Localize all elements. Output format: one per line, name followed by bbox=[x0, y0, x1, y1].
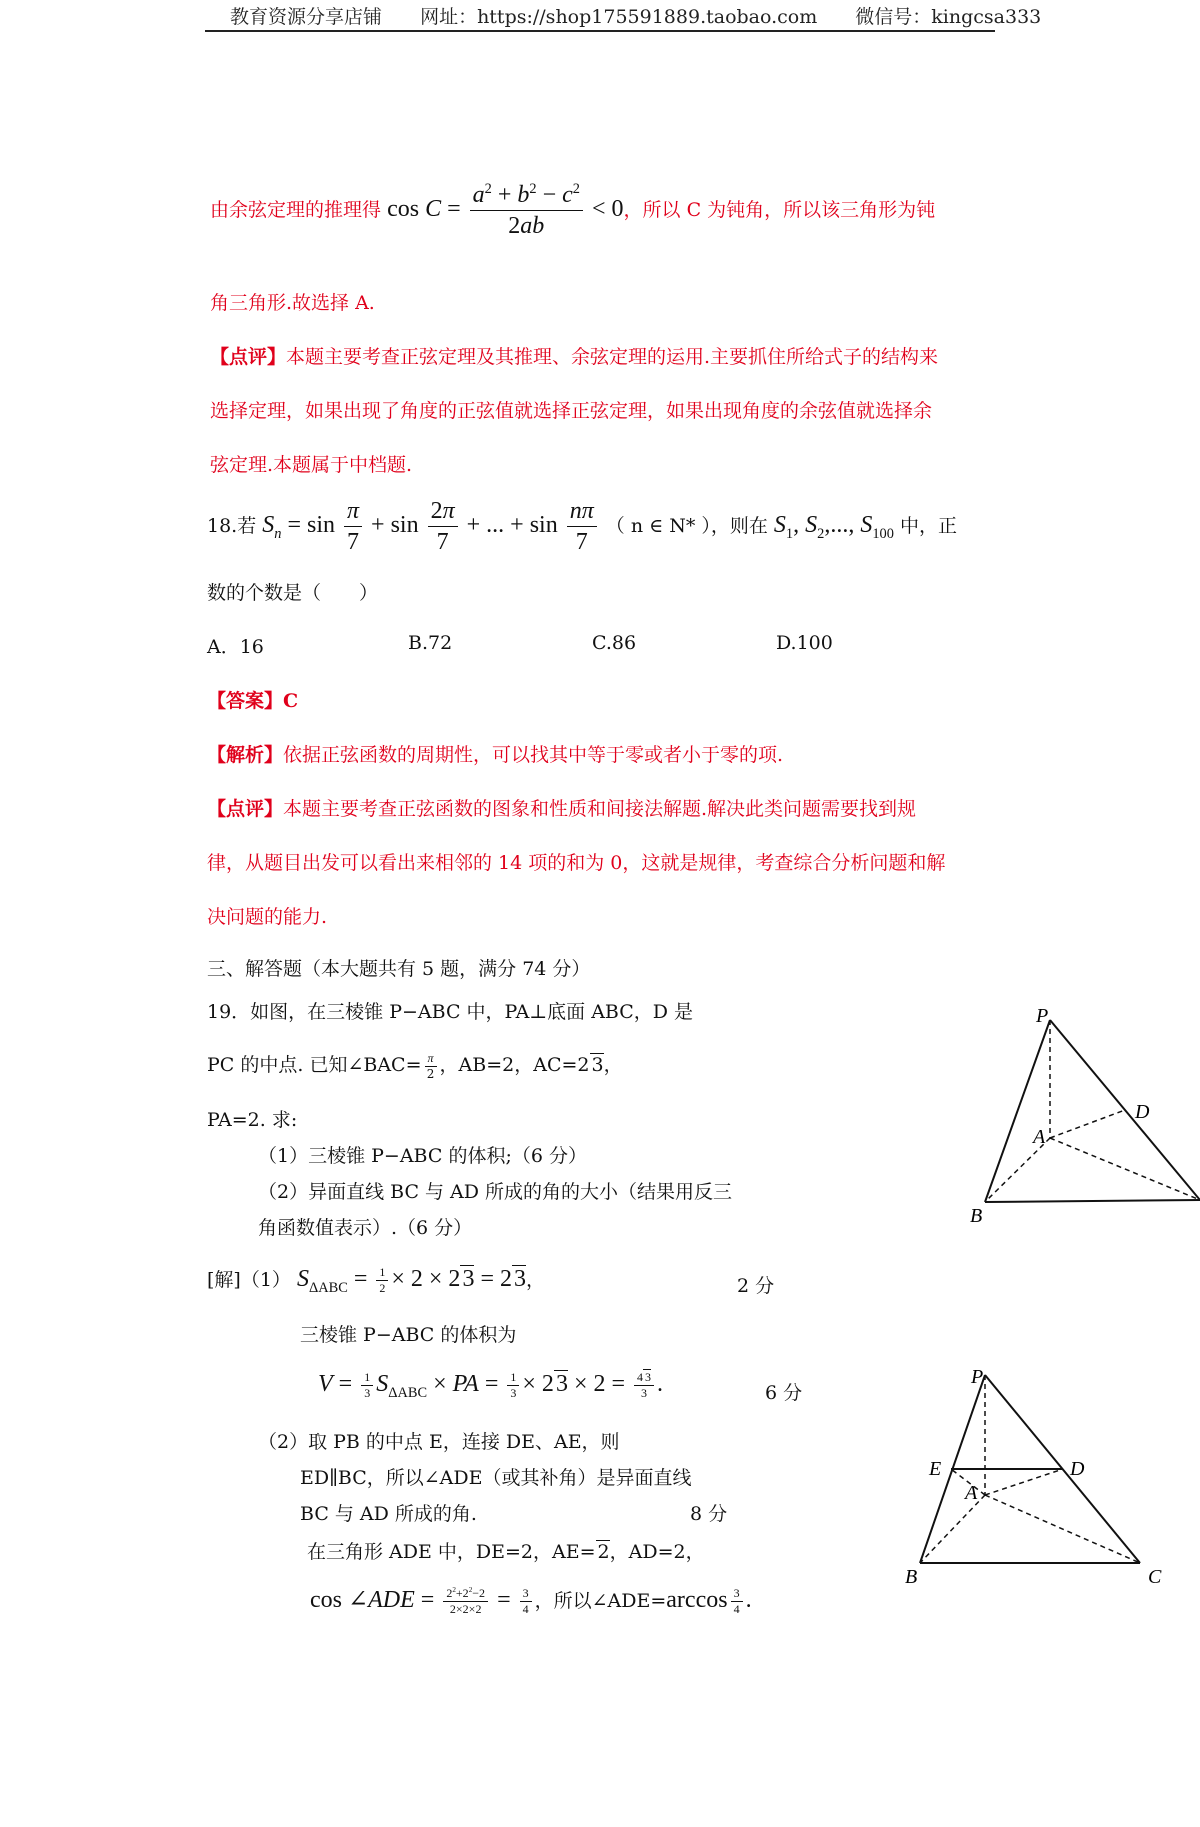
edge-ab bbox=[920, 1495, 985, 1563]
volume-formula: V = $\frac{1}{3}$ $S_{\Delta ABC}$ × PA = $\frac{1}{3}$ × 23 × 2 = $\frac{4 3}{3}$ . bbox=[318, 1370, 664, 1401]
label-b: B bbox=[970, 1205, 983, 1227]
score-2: 2 分 bbox=[737, 1275, 775, 1297]
q18-stem: 18.若 $S_n = \sin$ $\frac{\pi}{7}$ + sin $\frac{2\pi}{7}$ + ... + sin $\frac{n\pi}{7}$ （ n ∈ N* ），则在 $S_1$, $S_2$,..., $S_{100}$ 中，正 bbox=[207, 498, 957, 555]
header-url: 网址：https://shop175591889.taobao.com bbox=[420, 6, 818, 28]
label-d: D bbox=[1135, 1101, 1150, 1123]
q19-part2b: 角函数值表示）.（6 分） bbox=[258, 1217, 473, 1239]
q19-part2a: （2）异面直线 BC 与 AD 所成的角的大小（结果用反三 bbox=[258, 1181, 733, 1203]
q18-sum-formula: $S_n = \sin$ $\frac{\pi}{7}$ + sin $\frac{2\pi}{7}$ + ... + sin $\frac{n\pi}{7}$ bbox=[262, 512, 599, 538]
q19-solution-1: [解]（1） $S_{\Delta ABC}$ = $\frac{1}{2}$ × 2 × 23 = 23， bbox=[207, 1265, 545, 1296]
figure-tetrahedron-1 bbox=[960, 1000, 1200, 1240]
header-rule bbox=[205, 30, 995, 32]
label-a: A bbox=[1033, 1126, 1046, 1148]
q19-sol2-line5: cos ∠ADE = $\frac{2^2+2^2-2}{2\times 2\times 2}$ = $\frac{3}{4}$ ，所以∠ADE=arccos $\frac{3}{4}$ . bbox=[310, 1585, 752, 1616]
q19-line1: 19．如图，在三棱锥 P−ABC 中，PA⊥底面 ABC，D 是 bbox=[207, 1001, 694, 1023]
area-formula: $S_{\Delta ABC}$ = $\frac{1}{2}$ × 2 × 23 = 23 bbox=[296, 1265, 526, 1296]
q19-part1: （1）三棱锥 P−ABC 的体积;（6 分） bbox=[258, 1145, 587, 1167]
q17-comment-3: 弦定理.本题属于中档题. bbox=[210, 454, 413, 476]
edge-ad bbox=[1050, 1110, 1125, 1138]
q19-line3: PA=2. 求: bbox=[207, 1109, 298, 1131]
section-3-title: 三、解答题（本大题共有 5 题，满分 74 分） bbox=[207, 958, 591, 980]
edge-ac bbox=[985, 1495, 1140, 1563]
q19-line2: PC 的中点. 已知∠BAC= $\frac{\pi}{2}$ ，AB=2，AC=2 3， bbox=[207, 1050, 623, 1081]
label-p: P bbox=[1036, 1005, 1049, 1027]
edge-ac bbox=[1050, 1138, 1200, 1200]
figure-tetrahedron-2 bbox=[895, 1365, 1185, 1585]
q19-sol2-line2: ED∥BC，所以∠ADE（或其补角）是异面直线 bbox=[300, 1467, 692, 1489]
q18-comment-3: 决问题的能力. bbox=[207, 906, 328, 928]
label-c: C bbox=[1148, 1566, 1162, 1585]
q18-analysis: 【解析】依据正弦函数的周期性，可以找其中等于零或者小于零的项. bbox=[207, 744, 784, 766]
edge-ad bbox=[985, 1469, 1063, 1495]
label-p: P bbox=[971, 1366, 984, 1388]
header-shop: 教育资源分享店铺 bbox=[230, 6, 383, 28]
edge-pb bbox=[985, 1020, 1050, 1202]
q18-option-d: D.100 bbox=[776, 632, 833, 654]
page-header bbox=[230, 2, 1073, 29]
q18-option-c: C.86 bbox=[592, 632, 637, 654]
volume-text: 三棱锥 P−ABC 的体积为 bbox=[300, 1324, 517, 1346]
q18-comment-1: 【点评】本题主要考查正弦函数的图象和性质和间接法解题.解决此类问题需要找到规 bbox=[207, 798, 917, 820]
q18-comment-2: 律，从题目出发可以看出来相邻的 14 项的和为 0，这就是规律，考查综合分析问题和解 bbox=[207, 852, 946, 874]
edge-bc bbox=[985, 1200, 1200, 1202]
label-b: B bbox=[905, 1566, 918, 1585]
q18-line2: 数的个数是（ ） bbox=[207, 582, 379, 604]
q19-sol2-line3: BC 与 AD 所成的角. bbox=[300, 1503, 477, 1525]
score-8: 8 分 bbox=[690, 1503, 728, 1525]
q19-sol2-line1: （2）取 PB 的中点 E，连接 DE、AE，则 bbox=[258, 1431, 620, 1453]
q18-answer: 【答案】C bbox=[207, 690, 299, 712]
q18-option-b: B.72 bbox=[408, 632, 453, 654]
q18-option-a: A．16 bbox=[207, 636, 264, 658]
label-a: A bbox=[965, 1482, 978, 1504]
q17-comment-1: 【点评】本题主要考查正弦定理及其推理、余弦定理的运用.主要抓住所给式子的结构来 bbox=[210, 346, 939, 368]
cos-formula: cos C = $\frac{a^2 + b^2 - c^2}{2ab}$ < 0 bbox=[387, 181, 624, 239]
score-6: 6 分 bbox=[765, 1382, 803, 1404]
label-d: D bbox=[1070, 1458, 1085, 1480]
q17-comment-2: 选择定理，如果出现了角度的正弦值就选择正弦定理，如果出现角度的余弦值就选择余 bbox=[210, 400, 933, 422]
q19-sol2-line4: 在三角形 ADE 中，DE=2，AE= 2，AD=2， bbox=[307, 1541, 705, 1563]
q17-line2: 角三角形.故选择 A. bbox=[210, 292, 375, 314]
header-wechat: 微信号：kingcsa333 bbox=[855, 6, 1042, 28]
label-e: E bbox=[929, 1458, 942, 1480]
q17-line1: 由余弦定理的推理得 cos C = $\frac{a^2 + b^2 - c^2}{2ab}$ < 0，所以 C 为钝角，所以该三角形为钝 bbox=[210, 181, 936, 239]
